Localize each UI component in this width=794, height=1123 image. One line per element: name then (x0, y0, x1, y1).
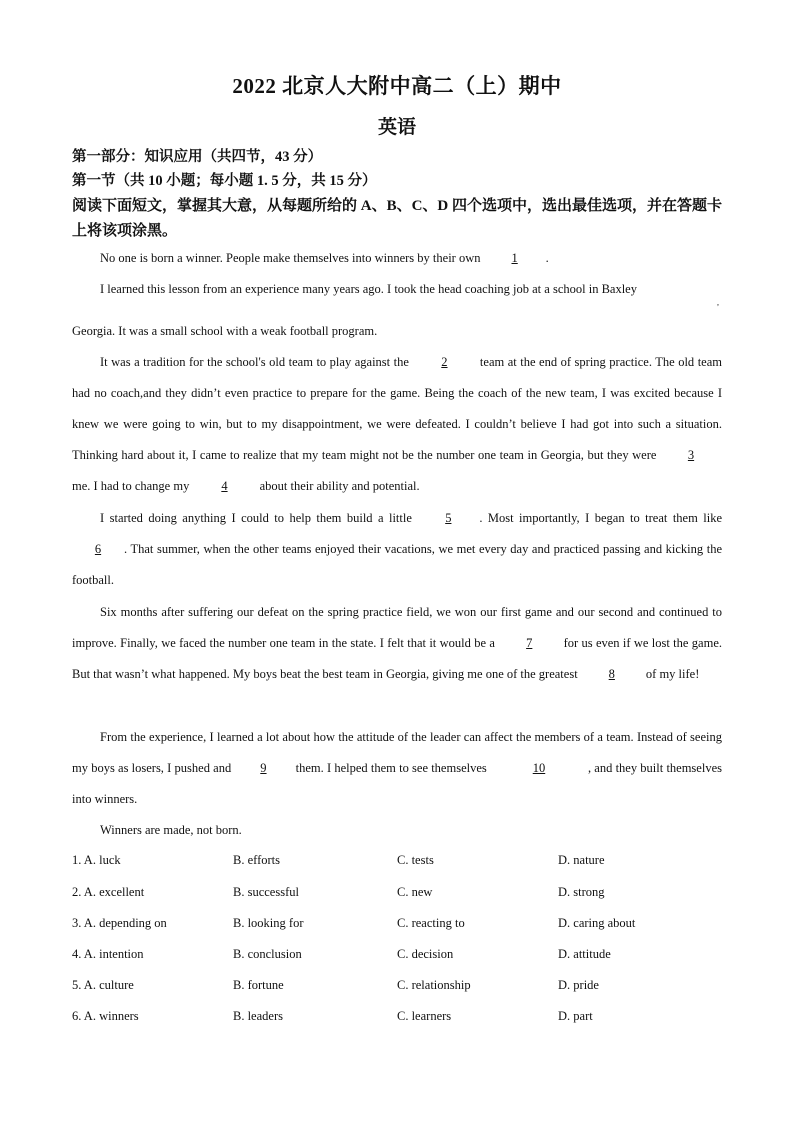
blank-8: 8 (608, 667, 615, 681)
blank-2: 2 (441, 355, 448, 369)
blank-10: 10 (532, 761, 546, 775)
passage-paragraph-2-cont: Georgia. It was a small school with a weak football program. (72, 324, 378, 338)
option-c: C. decision (397, 947, 454, 961)
blank-1: 1 (511, 251, 518, 265)
blank-9: 9 (260, 761, 267, 775)
option-c: C. reacting to (397, 916, 465, 930)
blank-4: 4 (221, 479, 228, 493)
blank-6: 6 (94, 542, 102, 556)
option-c: C. new (397, 885, 433, 899)
option-a: 6. A. winners (72, 1009, 139, 1023)
page-title: 2022 北京人大附中高二（上）期中 (232, 74, 562, 98)
option-row (72, 916, 722, 940)
option-d: D. strong (558, 885, 605, 899)
option-d: D. attitude (558, 947, 611, 961)
option-a: 1. A. luck (72, 853, 121, 867)
option-row (72, 1009, 722, 1033)
stray-mark: , (717, 298, 719, 307)
option-row (72, 978, 722, 1002)
option-d: D. caring about (558, 916, 636, 930)
option-a: 3. A. depending on (72, 916, 167, 930)
option-c: C. tests (397, 853, 434, 867)
passage-paragraph-5: Six months after suffering our defeat on the spring practice field, we won our first game and our second and continued to improve. Finally, we faced the number one team in the state. I felt that it would be a 7 for us even if we lost the game. But that wasn’t what happened. My boys beat the best team in Georgia, giving me one of the greatest 8 of my life! (72, 597, 722, 690)
option-row (72, 853, 722, 877)
passage-paragraph-2: I learned this lesson from an experience many years ago. I took the head coaching job at a school in Baxley (100, 282, 637, 296)
subsection-heading: 第一节（共 10 小题；每小题 1. 5 分，共 15 分） (72, 173, 377, 189)
option-b: B. efforts (233, 853, 280, 867)
subject-title: 英语 (377, 117, 416, 138)
option-a: 5. A. culture (72, 978, 134, 992)
part-heading: 第一部分：知识应用（共四节，43 分） (72, 149, 323, 165)
option-d: D. nature (558, 853, 605, 867)
option-a: 2. A. excellent (72, 885, 145, 899)
option-a: 4. A. intention (72, 947, 144, 961)
option-b: B. fortune (233, 978, 284, 992)
blank-7: 7 (526, 636, 533, 650)
option-c: C. learners (397, 1009, 452, 1023)
option-b: B. conclusion (233, 947, 302, 961)
passage-paragraph-1: No one is born a winner. People make themselves into winners by their own 1 . (72, 243, 722, 274)
option-c: C. relationship (397, 978, 471, 992)
passage-paragraph-7: Winners are made, not born. (100, 823, 242, 837)
option-row (72, 885, 722, 909)
option-d: D. part (558, 1009, 593, 1023)
option-d: D. pride (558, 978, 599, 992)
instruction-text: 阅读下面短文，掌握其大意，从每题所给的 A、B、C、D 四个选项中，选出最佳选项，并在答题卡上将该项涂黑。 (72, 198, 723, 239)
blank-5: 5 (445, 511, 452, 525)
option-b: B. successful (233, 885, 299, 899)
passage-paragraph-6: From the experience, I learned a lot about how the attitude of the leader can affect the members of a team. Instead of seeing my boys as losers, I pushed and 9 them. I helped them to see themselves 10 , and they built themselves into winners. (72, 730, 722, 806)
option-row (72, 947, 722, 971)
passage-paragraph-4: I started doing anything I could to help them build a little 5 . Most importantly, I began to treat them like 6 . That summer, when the other teams enjoyed their vacations, we met every day and practiced passing and kicking the football. (72, 503, 722, 596)
passage-paragraph-3: It was a tradition for the school's old team to play against the 2 team at the end of spring practice. The old team had no coach,and they didn’t even practice to prepare for the game. Being the coach of the new team, I was excited because I knew we were going to win, but to my disappointment, we were defeated. I couldn’t believe I had got into such a situation. Thinking hard about it, I came to realize that my team might not be the number one team in Georgia, but they were 3 me. I had to change my 4 about their ability and potential. (72, 347, 722, 502)
option-b: B. leaders (233, 1009, 283, 1023)
option-b: B. looking for (233, 916, 304, 930)
blank-3: 3 (687, 448, 695, 462)
